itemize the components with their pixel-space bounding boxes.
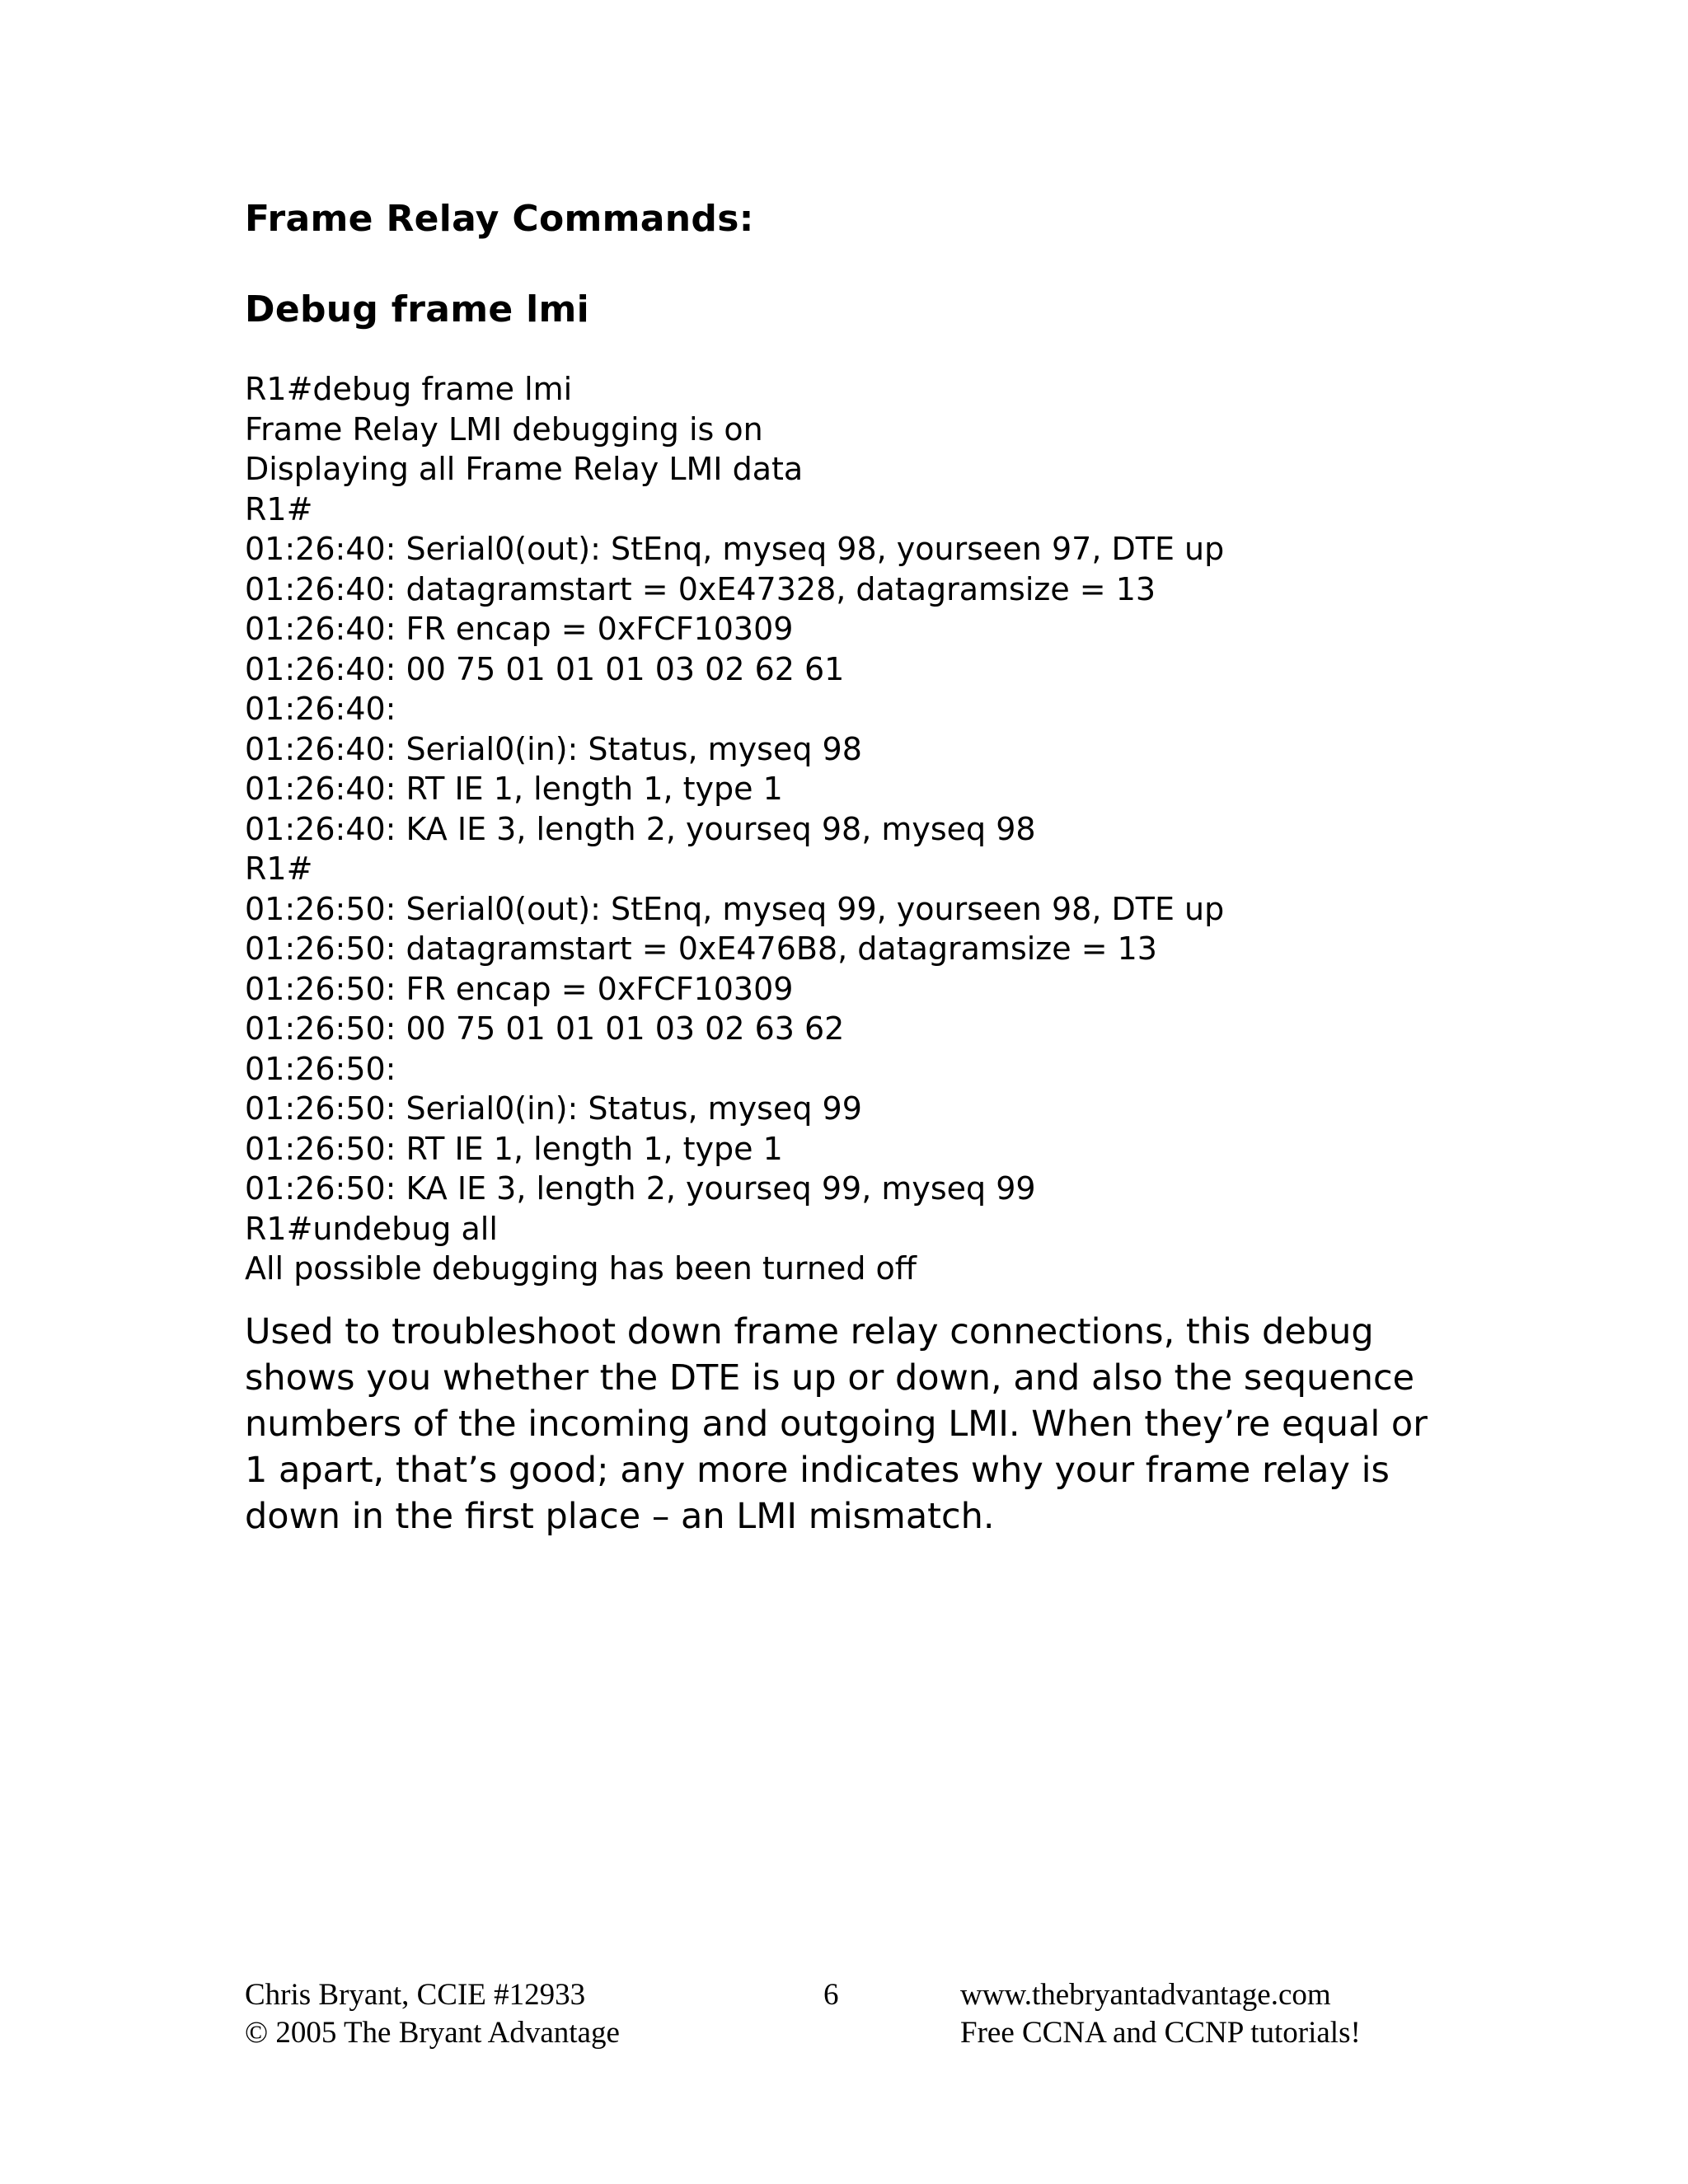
footer-tagline: Free CCNA and CCNP tutorials! — [960, 2016, 1361, 2050]
debug-line: R1#undebug all — [245, 1210, 498, 1247]
debug-line: 01:26:50: datagramstart = 0xE476B8, datagramsize = 13 — [245, 930, 1157, 967]
page-number: 6 — [823, 1978, 839, 2012]
debug-line: 01:26:40: RT IE 1, length 1, type 1 — [245, 771, 783, 807]
debug-line: Displaying all Frame Relay LMI data — [245, 451, 804, 487]
debug-line: 01:26:50: FR encap = 0xFCF10309 — [245, 970, 794, 1007]
section-title: Frame Relay Commands: — [245, 198, 754, 240]
debug-output — [245, 369, 1448, 1289]
debug-line: Frame Relay LMI debugging is on — [245, 410, 763, 448]
debug-line: 01:26:50: Serial0(out): StEnq, myseq 99, yourseen 98, DTE up — [245, 890, 1225, 927]
debug-line: 01:26:40: KA IE 3, length 2, yourseq 98, myseq 98 — [245, 810, 1036, 847]
debug-line: 01:26:50: KA IE 3, length 2, yourseq 99, myseq 99 — [245, 1170, 1036, 1207]
page-footer — [245, 1976, 1448, 2059]
footer-author: Chris Bryant, CCIE #12933 — [245, 1978, 586, 2012]
debug-line: 01:26:40: FR encap = 0xFCF10309 — [245, 611, 794, 647]
debug-line: R1# — [245, 490, 313, 527]
debug-line: R1# — [245, 851, 313, 887]
debug-line: 01:26:40: — [245, 691, 396, 727]
debug-line: All possible debugging has been turned off — [245, 1250, 917, 1286]
footer-center — [823, 1976, 839, 2014]
debug-line: 01:26:50: 00 75 01 01 01 03 02 63 62 — [245, 1010, 845, 1047]
footer-copyright: © 2005 The Bryant Advantage — [245, 2016, 620, 2050]
debug-line: 01:26:40: 00 75 01 01 01 03 02 62 61 — [245, 650, 845, 687]
page-content — [245, 194, 1448, 1575]
footer-right — [960, 1976, 1361, 2052]
explanation-paragraph: Used to troubleshoot down frame relay connections, this debug shows you whether the DTE is up or down, and also the sequence numbers of the incoming and outgoing LMI. When they’re equal or 1 apart, that’s good; any more indicates why your frame relay is down in the first place – an LMI mismatch. — [245, 1310, 1428, 1537]
debug-line: 01:26:50: — [245, 1050, 396, 1087]
debug-line: 01:26:40: datagramstart = 0xE47328, datagramsize = 13 — [245, 570, 1156, 607]
debug-line: 01:26:50: Serial0(in): Status, myseq 99 — [245, 1090, 862, 1127]
debug-line: 01:26:50: RT IE 1, length 1, type 1 — [245, 1130, 783, 1167]
debug-line: R1#debug frame lmi — [245, 371, 573, 407]
debug-line: 01:26:40: Serial0(in): Status, myseq 98 — [245, 730, 862, 767]
footer-left — [245, 1976, 620, 2052]
debug-line: 01:26:40: Serial0(out): StEnq, myseq 98, yourseen 97, DTE up — [245, 531, 1225, 567]
command-title: Debug frame lmi — [245, 288, 590, 330]
footer-website: www.thebryantadvantage.com — [960, 1978, 1331, 2012]
